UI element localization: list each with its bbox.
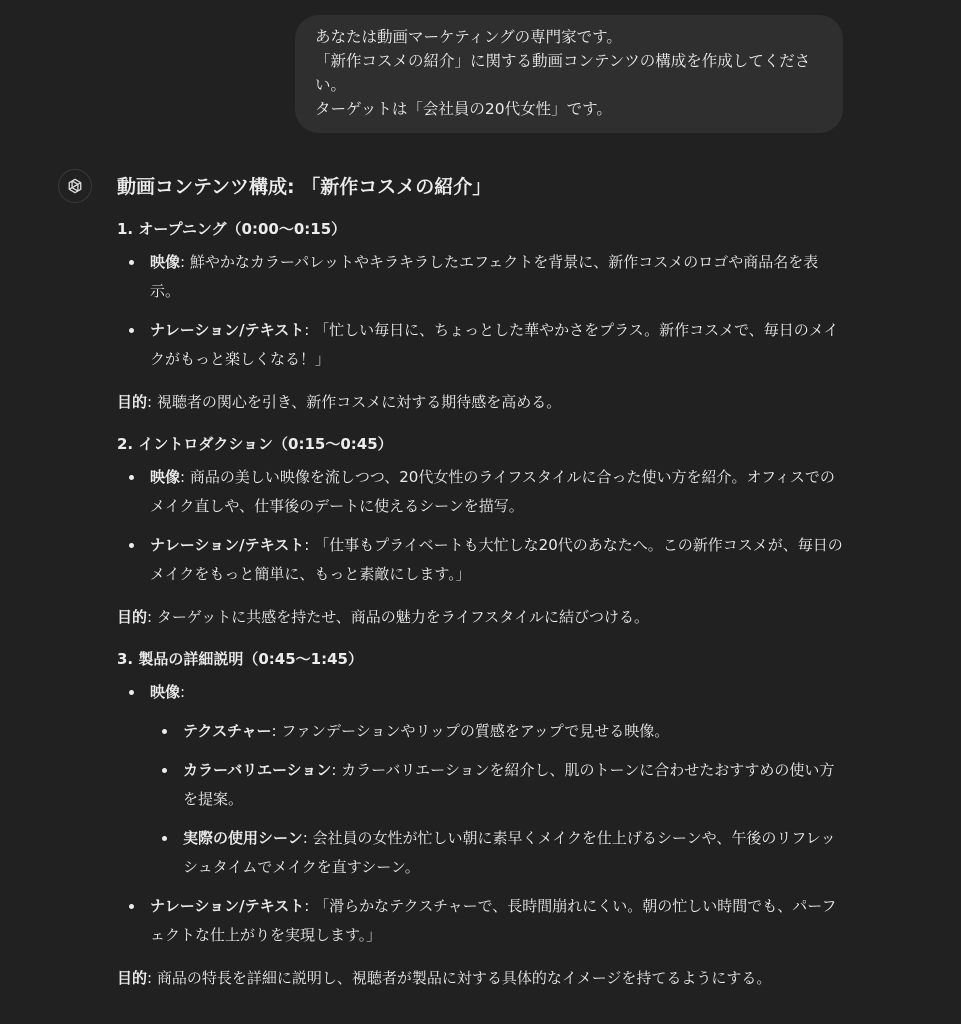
bullet-text: : 「忙しい毎日に、ちょっとした華やかさをプラス。新作コスメで、毎日のメイクがもっと楽しくなる！」 [150, 321, 839, 368]
bullet-text: : 鮮やかなカラーパレットやキラキラしたエフェクトを背景に、新作コスメのロゴや商品名を表示。 [150, 253, 819, 300]
list-item [117, 463, 847, 521]
purpose-text: : 商品の特長を詳細に説明し、視聴者が製品に対する具体的なイメージを持てるようにする。 [147, 969, 772, 987]
bullet-label: カラーバリエーション [183, 761, 332, 779]
section-opening [117, 216, 847, 417]
section-heading: 2. イントロダクション（0:15〜0:45） [117, 435, 393, 453]
purpose-line [117, 603, 847, 632]
sub-list-item [150, 756, 847, 814]
openai-logo-icon [65, 176, 85, 196]
bullet-label: ナレーション/テキスト [150, 321, 305, 339]
section-product-details [117, 646, 847, 993]
assistant-avatar [58, 169, 92, 203]
sub-list-item [150, 717, 847, 746]
user-message-line: あなたは動画マーケティングの専門家です。 [315, 28, 622, 46]
section-introduction [117, 431, 847, 632]
bullet-label: 映像 [150, 468, 181, 486]
bullet-list [117, 248, 847, 374]
user-message-line: 「新作コスメの紹介」に関する動画コンテンツの構成を作成してください。 [315, 52, 811, 94]
purpose-label: 目的 [117, 393, 148, 411]
bullet-text: : 商品の美しい映像を流しつつ、20代女性のライフスタイルに合った使い方を紹介。オフィスでのメイク直しや、仕事後のデートに使えるシーンを描写。 [150, 468, 835, 515]
bullet-list [117, 463, 847, 589]
bullet-text: : 「滑らかなテクスチャーで、長時間崩れにくい。朝の忙しい時間でも、パーフェクトな仕上がりを実現します。」 [150, 897, 837, 944]
bullet-label: ナレーション/テキスト [150, 897, 305, 915]
bullet-label: 映像 [150, 683, 181, 701]
list-item [117, 892, 847, 950]
bullet-text: : 「仕事もプライベートも大忙しな20代のあなたへ。この新作コスメが、毎日のメイクをもっと簡単に、もっと素敵にします。」 [150, 536, 843, 583]
purpose-text: : 視聴者の関心を引き、新作コスメに対する期待感を高める。 [147, 393, 562, 411]
purpose-text: : ターゲットに共感を持たせ、商品の魅力をライフスタイルに結びつける。 [147, 608, 649, 626]
list-item [117, 678, 847, 882]
purpose-label: 目的 [117, 969, 148, 987]
purpose-line [117, 388, 847, 417]
list-item [117, 316, 847, 374]
purpose-label: 目的 [117, 608, 148, 626]
section-heading: 1. オープニング（0:00〜0:15） [117, 220, 347, 238]
bullet-text: : ファンデーションやリップの質感をアップで見せる映像。 [271, 722, 670, 740]
section-heading: 3. 製品の詳細説明（0:45〜1:45） [117, 650, 363, 668]
response-title: 動画コンテンツ構成: 「新作コスメの紹介」 [117, 176, 492, 198]
purpose-line [117, 964, 847, 993]
list-item [117, 248, 847, 306]
sub-bullet-list [150, 717, 847, 882]
user-message-line: ターゲットは「会社員の20代女性」です。 [315, 100, 612, 118]
bullet-text: : [180, 683, 186, 701]
user-message-bubble [295, 15, 843, 133]
bullet-label: 実際の使用シーン [183, 829, 303, 847]
bullet-label: テクスチャー [183, 722, 272, 740]
bullet-list [117, 678, 847, 950]
bullet-text: : カラーバリエーションを紹介し、肌のトーンに合わせたおすすめの使い方を提案。 [183, 761, 835, 808]
bullet-label: ナレーション/テキスト [150, 536, 305, 554]
assistant-message [117, 172, 847, 1007]
sub-list-item [150, 824, 847, 882]
bullet-text: : 会社員の女性が忙しい朝に素早くメイクを仕上げるシーンや、午後のリフレッシュタイムでメイクを直すシーン。 [183, 829, 836, 876]
list-item [117, 531, 847, 589]
bullet-label: 映像 [150, 253, 181, 271]
